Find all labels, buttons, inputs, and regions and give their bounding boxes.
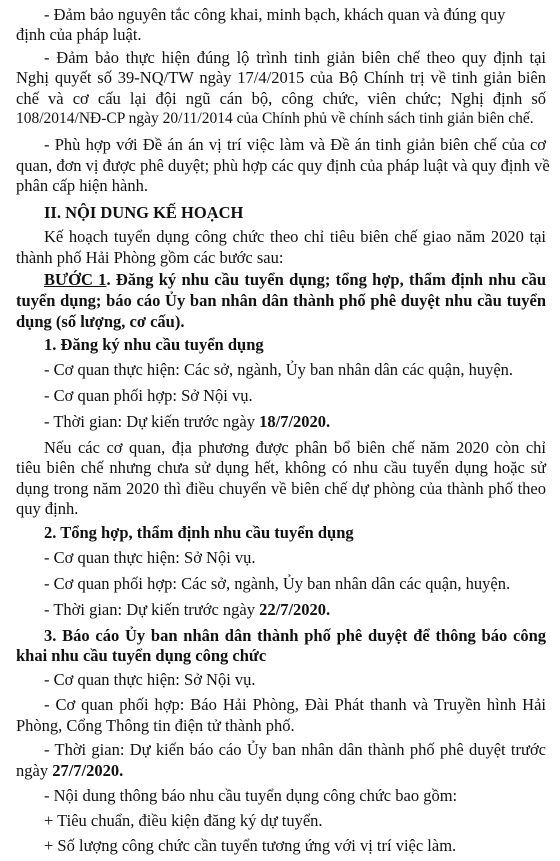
- text-line: [44, 522, 546, 544]
- text-run: ngày: [16, 761, 53, 780]
- text-line: [44, 226, 546, 248]
- text-line: [44, 359, 546, 381]
- text-line: [16, 645, 546, 667]
- text-run: 3. Báo cáo Ủy ban nhân dân thành phố phê duyệt để thông báo công: [44, 626, 546, 645]
- text-run: 18/7/2020.: [259, 412, 331, 431]
- text-run: - Đảm bảo nguyên tắc công khai, minh bạch, khách quan và đúng quy: [44, 5, 506, 24]
- text-line: [44, 573, 546, 595]
- text-line: [16, 760, 546, 782]
- text-run: - Cơ quan thực hiện: Các sở, ngành, Ủy ban nhân dân các quận, huyện.: [44, 360, 514, 379]
- text-run: khai nhu cầu tuyển dụng công chức: [16, 646, 267, 665]
- text-line: [44, 835, 546, 857]
- text-run: định của pháp luật.: [16, 25, 142, 44]
- text-line: [16, 290, 546, 312]
- text-line: [44, 599, 546, 621]
- text-run: tiêu biên chế nhưng chưa sử dụng hết, không có nhu cầu tuyển dụng hoặc sử: [16, 458, 546, 477]
- text-run: 1. Đăng ký nhu cầu tuyển dụng: [44, 335, 264, 354]
- text-run: thành phố Hải Phòng gồm các bước sau:: [16, 248, 284, 267]
- text-run: Kế hoạch tuyển dụng công chức theo chỉ tiêu biên chế giao năm 2020 tại: [44, 227, 546, 246]
- text-line: [16, 478, 546, 500]
- text-run: - Phù hợp với Đề án án vị trí việc làm và Đề án tinh giản biên chế của cơ: [44, 135, 546, 154]
- text-line: [44, 810, 546, 832]
- text-run: - Thời gian: Dự kiến trước ngày: [44, 412, 260, 431]
- text-run: - Cơ quan thực hiện: Sở Nội vụ.: [44, 548, 256, 567]
- text-line: [16, 311, 546, 333]
- text-run: - Thời gian: Dự kiến trước ngày: [44, 600, 260, 619]
- text-run: Phòng, Cổng Thông tin điện tử thành phố.: [16, 716, 295, 735]
- text-run: chế và cơ cấu lại đội ngũ cán bộ, công chức, viên chức; Nghị định số: [16, 89, 546, 108]
- text-run: Nghị quyết số 39-NQ/TW ngày 17/4/2015 của Bộ Chính trị về tinh giản biên: [16, 68, 546, 87]
- text-run: + Số lượng công chức cần tuyển tương ứng với vị trí việc làm.: [44, 836, 457, 855]
- text-line: [44, 739, 546, 761]
- text-line: [16, 498, 546, 520]
- text-run: . Đăng ký nhu cầu tuyển dụng; tổng hợp, thẩm định nhu cầu: [106, 270, 546, 289]
- text-run: quan, đơn vị được phê duyệt; phù hợp các quy định của pháp luật và quy định về: [16, 156, 550, 175]
- text-run: 22/7/2020.: [259, 600, 331, 619]
- text-run: - Cơ quan phối hợp: Sở Nội vụ.: [44, 386, 253, 405]
- text-line: [44, 134, 546, 156]
- text-line: [44, 385, 546, 407]
- text-run: 108/2014/NĐ-CP ngày 20/11/2014 của Chính phủ về chính sách tinh giản biên chế.: [16, 110, 534, 127]
- text-line: [44, 202, 546, 224]
- text-line: [16, 108, 546, 130]
- text-line: [44, 269, 546, 291]
- text-line: [16, 24, 546, 46]
- text-line: [16, 247, 546, 269]
- text-run: dụng trong năm 2020 thì điều chuyển về biên chế dự phòng của thành phố theo: [16, 479, 546, 498]
- text-run: - Cơ quan phối hợp: Các sở, ngành, Ủy ban nhân dân các quận, huyện.: [44, 574, 511, 593]
- text-line: [16, 88, 546, 110]
- text-line: [44, 411, 546, 433]
- text-run: BƯỚC 1: [44, 270, 107, 289]
- text-line: [16, 67, 546, 89]
- text-run: + Tiêu chuẩn, điều kiện đăng ký dự tuyển.: [44, 811, 323, 830]
- text-line: [44, 334, 546, 356]
- text-run: II. NỘI DUNG KẾ HOẠCH: [44, 203, 244, 222]
- text-line: [44, 547, 546, 569]
- text-run: - Nội dung thông báo nhu cầu tuyển dụng công chức bao gồm:: [44, 786, 458, 805]
- text-line: [44, 47, 546, 69]
- text-run: 27/7/2020.: [52, 761, 124, 780]
- text-run: tuyển dụng; báo cáo Ủy ban nhân dân thành phố phê duyệt nhu cầu tuyển: [16, 291, 546, 310]
- text-line: [44, 625, 546, 647]
- text-line: [44, 694, 546, 716]
- text-line: [16, 155, 550, 177]
- text-line: [44, 785, 546, 807]
- text-line: [16, 715, 546, 737]
- text-line: [16, 457, 546, 479]
- text-run: Nếu các cơ quan, địa phương được phân bổ biên chế năm 2020 còn chỉ: [44, 438, 546, 457]
- text-run: - Cơ quan phối hợp: Báo Hải Phòng, Đài Phát thanh và Truyền hình Hải: [44, 695, 546, 714]
- text-line: [44, 437, 546, 459]
- text-run: - Cơ quan thực hiện: Sở Nội vụ.: [44, 670, 256, 689]
- text-run: quy định.: [16, 499, 79, 518]
- text-run: 2. Tổng hợp, thẩm định nhu cầu tuyển dụng: [44, 523, 354, 542]
- text-run: - Thời gian: Dự kiến báo cáo Ủy ban nhân dân thành phố phê duyệt trước: [44, 740, 546, 759]
- text-run: phân cấp hiện hành.: [16, 176, 148, 195]
- text-line: [44, 4, 546, 26]
- text-line: [44, 669, 546, 691]
- text-line: [16, 175, 546, 197]
- text-run: dụng (số lượng, cơ cấu).: [16, 312, 185, 331]
- text-run: - Đảm bảo thực hiện đúng lộ trình tinh giản biên chế theo quy định tại: [44, 48, 546, 67]
